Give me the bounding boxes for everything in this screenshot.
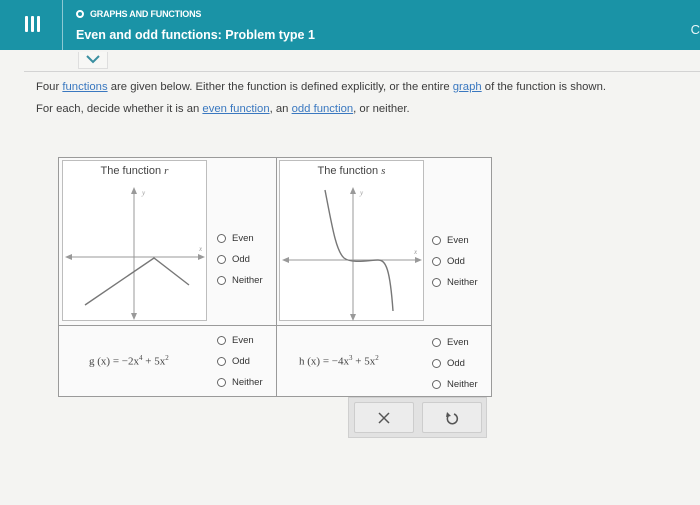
radio-group-r: [217, 228, 263, 291]
problem-title: Even and odd functions: Problem type 1: [76, 28, 315, 42]
radio-label: Odd: [232, 356, 250, 367]
formula-part: + 5x: [352, 355, 376, 368]
graph-title-text: The function: [100, 165, 162, 177]
chevron-down-icon: [86, 55, 100, 64]
graph-var: r: [164, 165, 169, 177]
collapse-toggle[interactable]: [78, 52, 108, 69]
separator: [24, 71, 700, 72]
graph-title-text: The function: [317, 165, 379, 177]
formula-exponent: 4: [138, 354, 143, 362]
radio-label: Even: [447, 235, 469, 246]
problem-grid: [58, 157, 492, 397]
radio-r-odd[interactable]: [217, 249, 263, 270]
radio-label: Even: [232, 335, 254, 346]
radio-s-neither[interactable]: [432, 272, 478, 293]
graph-link[interactable]: graph: [452, 81, 482, 93]
radio-label: Odd: [232, 254, 250, 265]
instruction-line-1: [36, 76, 606, 98]
radio-label: Neither: [232, 377, 263, 388]
undo-icon: [445, 411, 459, 425]
graph-s: [279, 160, 424, 321]
cell-function-g: [59, 325, 277, 396]
top-bar: [0, 0, 700, 50]
radio-circle[interactable]: [432, 338, 441, 347]
formula-exponent: 2: [165, 354, 169, 362]
menu-icon[interactable]: [22, 14, 42, 36]
instr-text: are given below. Either the function is defined explicitly, or the entire: [107, 81, 453, 93]
radio-r-even[interactable]: [217, 228, 263, 249]
radio-group-s: [432, 230, 478, 293]
cell-function-s: [277, 158, 491, 325]
divider: [62, 0, 63, 50]
radio-circle[interactable]: [217, 255, 226, 264]
instr-text: , or neither.: [353, 103, 410, 115]
formula-g: [89, 354, 169, 368]
undo-button[interactable]: [422, 402, 482, 433]
graph-r-plot: [63, 161, 206, 321]
even-function-link[interactable]: even function: [202, 103, 270, 115]
radio-circle[interactable]: [217, 357, 226, 366]
x-axis-label: x: [414, 248, 418, 256]
radio-g-neither[interactable]: [217, 372, 263, 393]
progress-circle-icon: [76, 10, 84, 18]
topic-row: [76, 9, 201, 19]
radio-group-h: [432, 332, 478, 395]
radio-label: Odd: [447, 256, 465, 267]
instructions: [36, 76, 606, 120]
radio-g-odd[interactable]: [217, 351, 263, 372]
radio-circle[interactable]: [432, 380, 441, 389]
formula-part: g (x) = −2x: [89, 355, 139, 368]
radio-label: Neither: [447, 379, 478, 390]
cell-function-h: [277, 325, 491, 396]
formula-part: + 5x: [142, 355, 166, 368]
radio-group-g: [217, 330, 263, 393]
radio-circle[interactable]: [217, 234, 226, 243]
instr-text: , an: [269, 103, 292, 115]
radio-label: Neither: [447, 277, 478, 288]
radio-circle[interactable]: [432, 257, 441, 266]
radio-circle[interactable]: [432, 236, 441, 245]
right-edge-char: C: [690, 22, 700, 37]
answer-actions: [348, 397, 487, 438]
radio-h-neither[interactable]: [432, 374, 478, 395]
y-axis-label: y: [360, 189, 364, 197]
instr-text: of the function is shown.: [481, 81, 607, 93]
radio-label: Even: [447, 337, 469, 348]
clear-button[interactable]: [354, 402, 414, 433]
radio-circle[interactable]: [432, 359, 441, 368]
y-axis-label: y: [142, 189, 146, 197]
radio-circle[interactable]: [217, 378, 226, 387]
formula-h: [299, 354, 379, 368]
functions-link[interactable]: functions: [62, 81, 108, 93]
odd-function-link[interactable]: odd function: [291, 103, 354, 115]
radio-g-even[interactable]: [217, 330, 263, 351]
radio-circle[interactable]: [217, 336, 226, 345]
radio-circle[interactable]: [432, 278, 441, 287]
radio-label: Odd: [447, 358, 465, 369]
instr-text: For each, decide whether it is an: [36, 103, 203, 115]
radio-s-odd[interactable]: [432, 251, 478, 272]
formula-exponent: 3: [348, 354, 353, 362]
graph-var: s: [381, 165, 386, 177]
formula-part: h (x) = −4x: [299, 355, 349, 368]
instruction-line-2: [36, 98, 606, 120]
radio-label: Neither: [232, 275, 263, 286]
x-axis-label: x: [199, 245, 203, 253]
radio-s-even[interactable]: [432, 230, 478, 251]
x-icon: [377, 411, 391, 425]
topic-label: GRAPHS AND FUNCTIONS: [90, 9, 202, 19]
instr-text: Four: [36, 81, 63, 93]
radio-h-even[interactable]: [432, 332, 478, 353]
graph-r: [62, 160, 207, 321]
radio-r-neither[interactable]: [217, 270, 263, 291]
radio-h-odd[interactable]: [432, 353, 478, 374]
formula-exponent: 2: [375, 354, 379, 362]
radio-label: Even: [232, 233, 254, 244]
radio-circle[interactable]: [217, 276, 226, 285]
graph-s-plot: [280, 161, 423, 321]
cell-function-r: [59, 158, 277, 325]
